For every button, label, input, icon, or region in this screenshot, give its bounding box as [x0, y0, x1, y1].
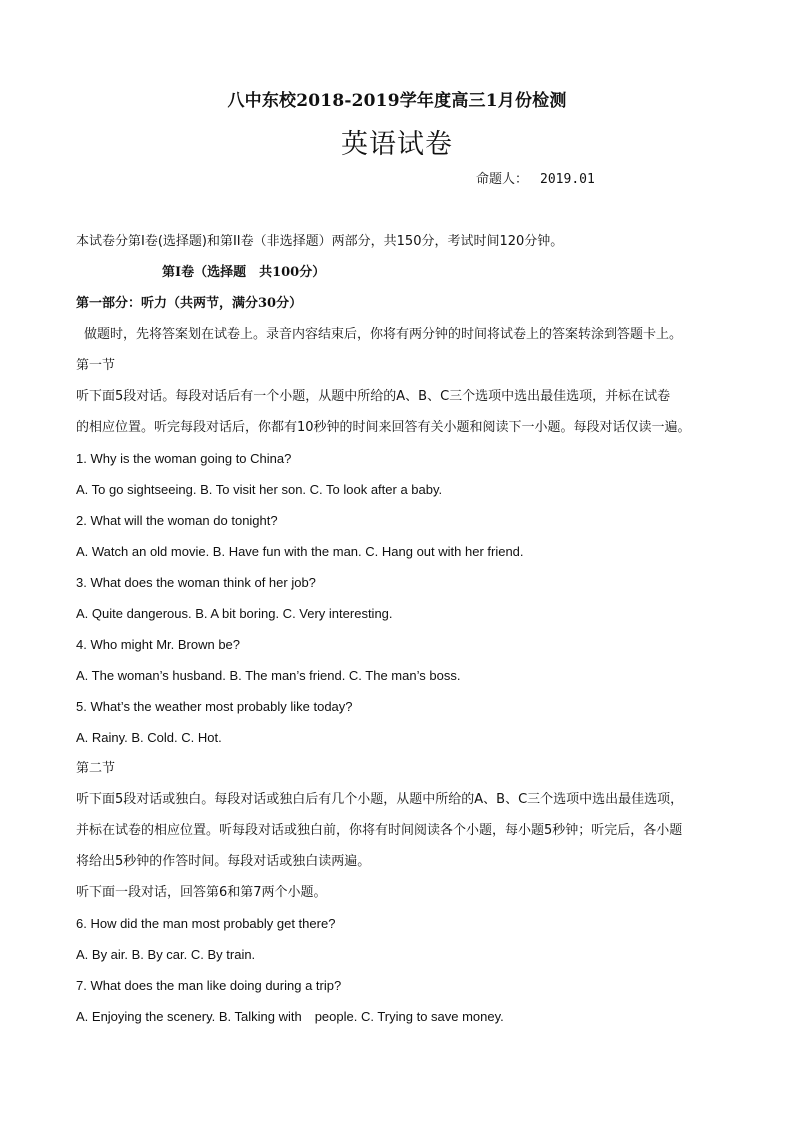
question-options: A. Enjoying the scenery. B. Talking with people. C. Trying to save money. — [76, 1009, 504, 1024]
question-options: A. The woman’s husband. B. The man’s friend. C. The man’s boss. — [76, 668, 461, 683]
section-one-directions-line: 的相应位置。听完每段对话后，你都有10秒钟的时间来回答有关小题和阅读下一小题。每段对话仅读一遍。 — [76, 420, 691, 435]
question-options: A. Quite dangerous. B. A bit boring. C. Very interesting. — [76, 606, 393, 621]
author-line — [476, 168, 595, 187]
section-two-label: 第二节 — [76, 761, 116, 776]
question-options: A. Rainy. B. Cold. C. Hot. — [76, 730, 222, 745]
author-label: 命题人： — [476, 172, 529, 187]
school-exam-title: 八中东校2018-2019学年度高三1月份检测 — [227, 91, 567, 111]
group-instruction: 听下面一段对话，回答第6和第7两个小题。 — [76, 885, 327, 900]
question-text: 6. How did the man most probably get there? — [76, 916, 336, 931]
listening-part-title: 第一部分：听力（共两节，满分30分） — [76, 296, 303, 311]
exam-date: 2019.01 — [540, 172, 595, 187]
question-text: 1. Why is the woman going to China? — [76, 451, 292, 466]
question-options: A. Watch an old movie. B. Have fun with the man. C. Hang out with her friend. — [76, 544, 524, 559]
question-text: 7. What does the man like doing during a trip? — [76, 978, 342, 993]
question-options: A. To go sightseeing. B. To visit her son. C. To look after a baby. — [76, 482, 443, 497]
question-options: A. By air. B. By car. C. By train. — [76, 947, 256, 962]
listening-instruction: 做题时，先将答案划在试卷上。录音内容结束后，你将有两分钟的时间将试卷上的答案转涂到答题卡上。 — [84, 327, 683, 342]
question-text: 5. What’s the weather most probably like today? — [76, 699, 353, 714]
subject-title: 英语试卷 — [341, 129, 453, 160]
section-two-directions-line: 并标在试卷的相应位置。听每段对话或独白前，你将有时间阅读各个小题，每小题5秒钟；听完后，各小题 — [76, 823, 683, 838]
section-one-label: 第一节 — [76, 358, 116, 373]
question-text: 4. Who might Mr. Brown be? — [76, 637, 241, 652]
exam-body — [76, 226, 726, 1032]
section-two-directions-line: 听下面5段对话或独白。每段对话或独白后有几个小题，从题中所给的A、B、C三个选项中选出最佳选项， — [76, 792, 684, 807]
section-two-directions-line: 将给出5秒钟的作答时间。每段对话或独白读两遍。 — [76, 854, 371, 869]
question-text: 3. What does the woman think of her job? — [76, 575, 316, 590]
section-one-directions-line: 听下面5段对话。每段对话后有一个小题，从题中所给的A、B、C三个选项中选出最佳选项，并标在试卷 — [76, 389, 671, 404]
volume-title: 第I卷（选择题 共100分） — [162, 265, 326, 280]
exam-intro-line: 本试卷分第I卷(选择题)和第II卷（非选择题）两部分，共150分，考试时间120分钟。 — [76, 234, 564, 249]
question-text: 2. What will the woman do tonight? — [76, 513, 278, 528]
